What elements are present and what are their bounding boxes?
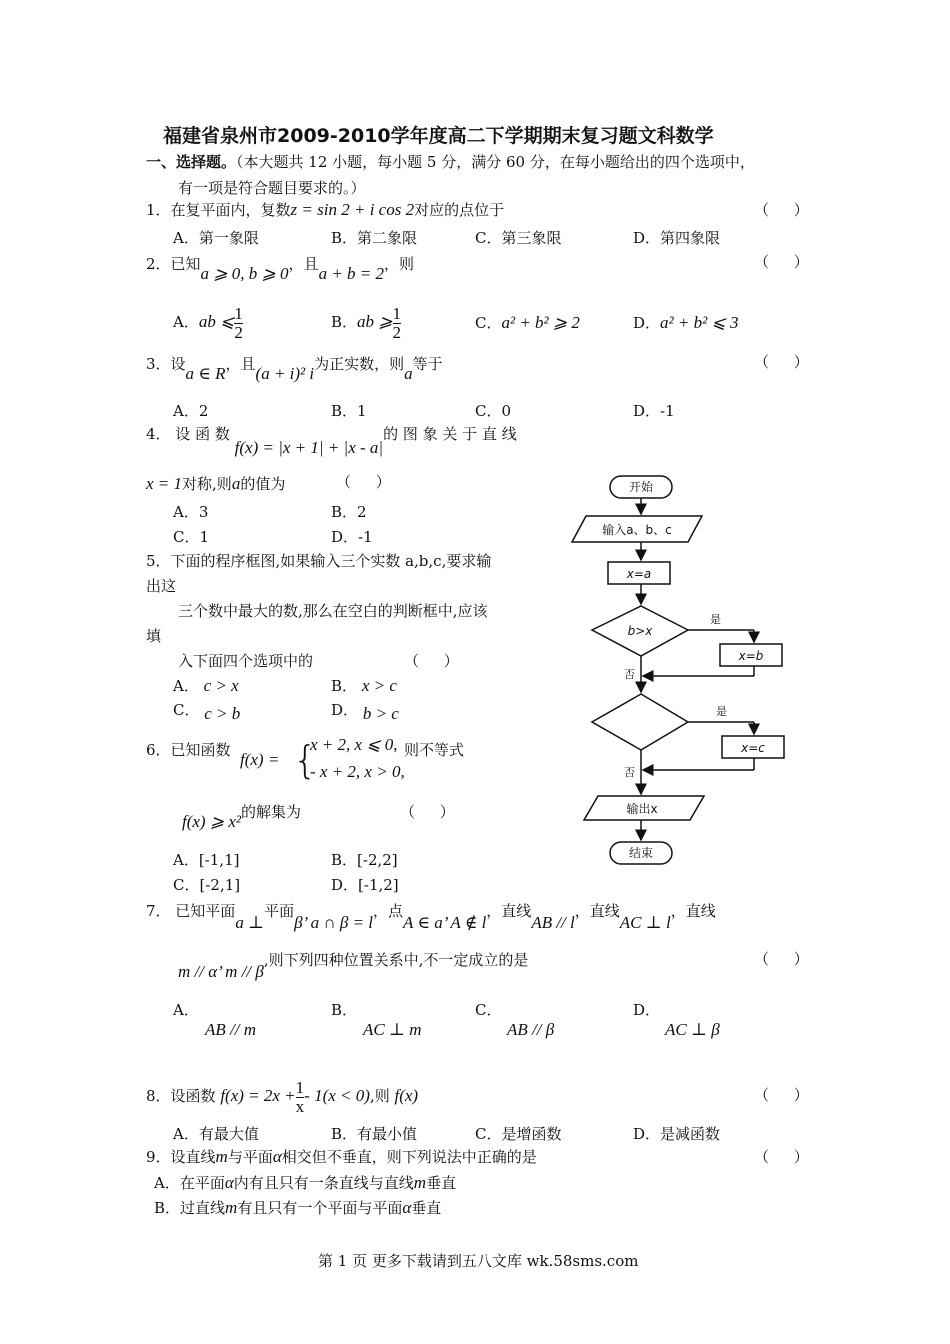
q6-case-1: x + 2, x ⩽ 0, [310, 735, 398, 754]
flow-yes-1: 是 [710, 613, 721, 626]
q3-option-d[interactable]: D．-1 [633, 402, 675, 420]
q4-option-a[interactable]: A．3 [173, 503, 209, 521]
question-5-line-1: 5．下面的程序框图,如果输入三个实数 a,b,c,要求输 [146, 552, 492, 570]
question-7-stem: 7． 已知平面a ⊥平面β’ a ∩ β = l，点A ∈ a’ A ∉ l，直线AB // l，直线AC ⊥ l，直线 [146, 902, 716, 932]
fraction-one-over-x: $\frac{1}{x}$ [295, 1077, 305, 1116]
q3-option-b[interactable]: B．1 [331, 402, 367, 420]
flow-cond1-label: b>x [627, 624, 653, 638]
q2-option-c[interactable]: C．a² + b² ⩾ 2 [475, 313, 580, 332]
page-title: 福建省泉州市2009-2010学年度高二下学期期末复习题文科数学 [163, 125, 714, 147]
q2-cond2: a + b = 2 [318, 264, 385, 283]
q8-option-a[interactable]: A．有最大值 [173, 1125, 259, 1143]
flow-yes-2: 是 [716, 705, 727, 718]
q6-brace: { [293, 738, 318, 782]
q6-option-b[interactable]: B．[-2,2] [331, 851, 398, 869]
q7-option-c[interactable]: C． AB // β [475, 1001, 555, 1039]
flow-no-1: 否 [624, 668, 635, 681]
flow-output-label: 输出x [626, 802, 658, 816]
q9-option-a[interactable]: A．在平面α内有且只有一条直线与直线m垂直 [154, 1173, 457, 1192]
q6-option-d[interactable]: D．[-1,2] [331, 876, 399, 894]
q5-option-c[interactable]: C． c > b [173, 701, 241, 723]
q8-option-c[interactable]: C．是增函数 [475, 1125, 562, 1143]
question-4-stem: 4． 设 函 数 f(x) = |x + 1| + |x - a|的 图 象 关 于 直 线 [146, 425, 517, 457]
q7-option-d[interactable]: D． AC ⊥ β [633, 1001, 720, 1039]
page-footer: 第 1 页 更多下载请到五八文库 wk.58sms.com [318, 1252, 639, 1270]
q5-option-b[interactable]: B． x > c [331, 676, 397, 695]
flow-end-label: 结束 [628, 846, 654, 860]
q6-fx: f(x) = [240, 750, 280, 769]
answer-paren-4[interactable]: （ ） [336, 473, 401, 491]
question-5-line-2: 出这 [146, 577, 177, 595]
section-heading [146, 152, 755, 172]
question-5-line-4: 填 [146, 627, 162, 645]
q3-option-c[interactable]: C．0 [475, 402, 512, 420]
question-3-stem: 3．设a ∈ R，且(a + i)² i为正实数，则a等于 [146, 355, 443, 383]
flow-assign2-label: x=b [738, 649, 764, 663]
answer-paren-8[interactable]: （ ） [754, 1086, 819, 1104]
section-intro-2: 有一项是符合题目要求的。） [178, 179, 366, 197]
answer-paren-1[interactable]: （ ） [754, 201, 819, 219]
question-5-line-5: 入下面四个选项中的 [178, 652, 314, 670]
q2-cond1: a ⩾ 0, b ⩾ 0 [200, 264, 289, 283]
flow-assign3-label: x=c [741, 741, 765, 755]
question-7-line-2: m // α’ m // β,则下列四种位置关系中,不一定成立的是 [178, 951, 529, 981]
answer-paren-9[interactable]: （ ） [754, 1148, 819, 1166]
question-6-line-2: f(x) ⩾ x²的解集为 [182, 803, 301, 831]
question-4-line-2: x = 1对称,则a的值为 [146, 474, 286, 493]
section-intro: （本大题共 12 小题，每小题 5 分，满分 60 分，在每小题给出的四个选项中， [236, 153, 755, 171]
q1-option-b[interactable]: B．第二象限 [331, 229, 418, 247]
flow-start-label: 开始 [628, 480, 654, 494]
q3-option-a[interactable]: A．2 [173, 402, 209, 420]
question-2-stem: 2．已知a ⩾ 0, b ⩾ 0，且a + b = 2，则 [146, 255, 415, 283]
flow-decision-2 [592, 694, 688, 750]
question-1-stem: 1．在复平面内，复数z = sin 2 + i cos 2对应的点位于 [146, 200, 505, 219]
answer-paren-7[interactable]: （ ） [754, 950, 819, 968]
q2-option-a[interactable]: A．ab ⩽ $\frac{1}{2}$ [173, 303, 243, 342]
q5-option-a[interactable]: A． c > x [173, 676, 239, 695]
q5-option-d[interactable]: D． b > c [331, 701, 399, 723]
q4-option-b[interactable]: B．2 [331, 503, 367, 521]
flow-assign1-label: x=a [626, 567, 652, 581]
question-5-line-3: 三个数中最大的数,那么在空白的判断框中,应该 [178, 602, 488, 620]
q6-tail: 则不等式 [404, 741, 465, 759]
q1-option-a[interactable]: A．第一象限 [173, 229, 259, 247]
q2-option-d[interactable]: D．a² + b² ⩽ 3 [633, 313, 739, 332]
q4-option-d[interactable]: D．-1 [331, 528, 373, 546]
fraction-half-a: $\frac{1}{2}$ [234, 303, 243, 342]
question-8-stem: 8．设函数 f(x) = 2x + $\frac{1}{x}$ - 1(x < 0),则 f(x) [146, 1077, 419, 1116]
q1-expression: z = sin 2 + i cos 2 [290, 200, 415, 219]
answer-paren-2[interactable]: （ ） [754, 253, 819, 271]
answer-paren-5[interactable]: （ ） [404, 652, 469, 670]
q8-option-d[interactable]: D．是减函数 [633, 1125, 721, 1143]
q8-option-b[interactable]: B．有最小值 [331, 1125, 418, 1143]
answer-paren-3[interactable]: （ ） [754, 353, 819, 371]
q7-option-b[interactable]: B． AC ⊥ m [331, 1001, 422, 1039]
q1-option-d[interactable]: D．第四象限 [633, 229, 721, 247]
q9-option-b[interactable]: B．过直线m有且只有一个平面与平面α垂直 [154, 1198, 442, 1217]
fraction-half-b: $\frac{1}{2}$ [392, 303, 402, 342]
q6-option-c[interactable]: C．[-2,1] [173, 876, 241, 894]
section-label: 一、选择题。 [146, 153, 237, 171]
q1-option-c[interactable]: C．第三象限 [475, 229, 562, 247]
flow-input-label: 输入a、b、c [602, 523, 672, 537]
question-6-stem: 6．已知函数 [146, 741, 231, 759]
answer-paren-6[interactable]: （ ） [400, 803, 465, 821]
q7-option-a[interactable]: A． AB // m [173, 1001, 256, 1039]
question-9-stem: 9．设直线m与平面α相交但不垂直，则下列说法中正确的是 [146, 1147, 537, 1166]
program-flowchart [570, 470, 800, 870]
q4-option-c[interactable]: C．1 [173, 528, 210, 546]
q6-case-2: - x + 2, x > 0, [310, 762, 405, 781]
q6-option-a[interactable]: A．[-1,1] [173, 851, 240, 869]
q2-option-b[interactable]: B．ab ⩾ $\frac{1}{2}$ [331, 303, 402, 342]
flow-no-2: 否 [624, 766, 635, 779]
